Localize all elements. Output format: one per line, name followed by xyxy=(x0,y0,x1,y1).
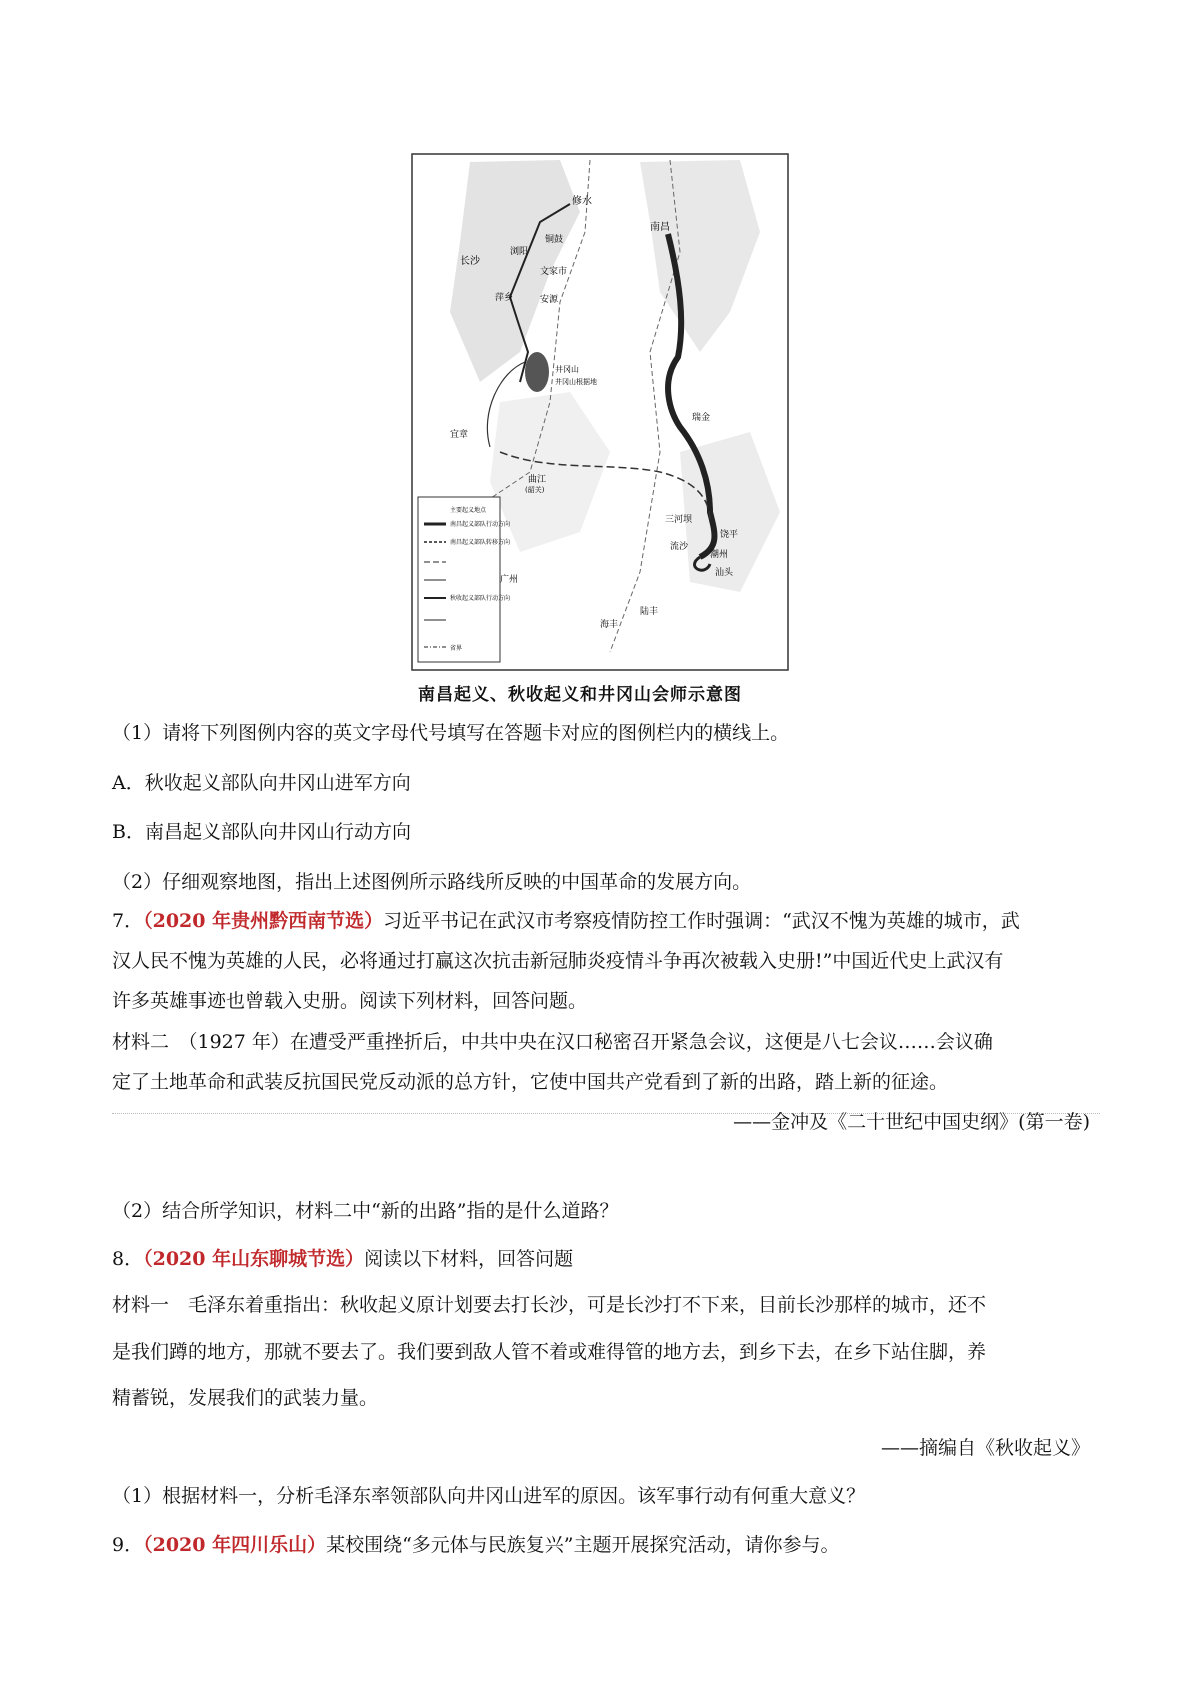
q9-text: 某校围绕“多元体与民族复兴”主题开展探究活动，请你参与。 xyxy=(326,1534,840,1556)
q6-option-b: B．南昌起义部队向井冈山行动方向 xyxy=(112,821,411,843)
map-label-base: 井冈山根据地 xyxy=(555,378,597,386)
map-label-tonggu: 铜鼓 xyxy=(545,235,564,245)
q8-material-line3: 精蓄锐，发展我们的武装力量。 xyxy=(112,1387,379,1409)
map-label-nanchang: 南昌 xyxy=(650,222,670,233)
revolution-route-map xyxy=(410,152,790,672)
q7-line3: 许多英雄事迹也曾载入史册。阅读下列材料，回答问题。 xyxy=(112,990,588,1012)
map-label-raoping: 饶平 xyxy=(720,530,739,540)
q6-option-a: A．秋收起义部队向井冈山进军方向 xyxy=(112,772,411,794)
map-label-liusha: 流沙 xyxy=(670,542,689,552)
q8-line1 xyxy=(112,1247,573,1271)
q6-part2: （2）仔细观察地图，指出上述图例所示路线所反映的中国革命的发展方向。 xyxy=(112,871,752,893)
map-label-jinggangshan: 井冈山 xyxy=(555,365,579,374)
map-label-changsha: 长沙 xyxy=(460,256,480,267)
q8-citation: ——摘编自《秋收起义》 xyxy=(880,1437,1090,1459)
map-label-guangzhou: 广州 xyxy=(500,575,519,585)
q9-number: 9． xyxy=(112,1534,144,1556)
q7-material-line2: 定了土地革命和武装反抗国民党反动派的总方针，它使中国共产党看到了新的出路，踏上新的征途。 xyxy=(112,1071,949,1093)
q8-intro: 阅读以下材料，回答问题 xyxy=(364,1248,574,1270)
q9-line1 xyxy=(112,1533,840,1557)
q7-citation: ——金冲及《二十世纪中国史纲》(第一卷) xyxy=(733,1111,1090,1133)
map-label-yizhang: 宜章 xyxy=(450,430,469,440)
map-label-wenjiashi: 文家市 xyxy=(540,267,568,277)
q8-number: 8． xyxy=(112,1248,144,1270)
map-label-ruijin: 瑞金 xyxy=(692,413,711,423)
q7-line1 xyxy=(112,909,1020,933)
q7-number: 7． xyxy=(112,910,144,932)
map-label-anyuan: 安源 xyxy=(540,295,559,305)
q6-part1: （1）请将下列图例内容的英文字母代号填写在答题卡对应的图例栏内的横线上。 xyxy=(112,722,790,744)
map-label-sanheba: 三河坝 xyxy=(665,515,693,525)
map-caption: 南昌起义、秋收起义和井冈山会师示意图 xyxy=(418,685,742,705)
q7-text1: 习近平书记在武汉市考察疫情防控工作时强调：“武汉不愧为英雄的城市，武 xyxy=(383,910,1020,932)
map-label-qujiang: 曲江 xyxy=(528,475,547,485)
q9-source: （2020 年四川乐山） xyxy=(143,1534,327,1556)
map-label-chaozhou: 潮州 xyxy=(710,550,729,560)
q7-material-line1: 材料二 （1927 年）在遭受严重挫折后，中共中央在汉口秘密召开紧急会议，这便是八七会议……会议确 xyxy=(112,1031,993,1053)
map-label-shaoguan: (韶关) xyxy=(525,486,545,494)
legend-item-6: 秋收起义部队行动方向 xyxy=(450,595,511,602)
q7-source: （2020 年贵州黔西南节选） xyxy=(143,910,384,932)
legend-item-2: 南昌起义部队行动方向 xyxy=(450,521,511,528)
map-label-xiushui: 修水 xyxy=(572,196,592,207)
map-label-shantou: 汕头 xyxy=(715,568,734,578)
q7-question: （2）结合所学知识，材料二中“新的出路”指的是什么道路？ xyxy=(112,1200,619,1222)
q7-line2: 汉人民不愧为英雄的人民，必将通过打赢这次抗击新冠肺炎疫情斗争再次被载入史册!”中国近代史上武汉有 xyxy=(112,950,1004,972)
legend-item-3: 南昌起义部队转移方向 xyxy=(450,539,511,546)
legend-item-1: 主要起义地点 xyxy=(450,507,487,514)
q8-question: （1）根据材料一，分析毛泽东率领部队向井冈山进军的原因。该军事行动有何重大意义？ xyxy=(112,1485,866,1507)
legend-item-8: 省界 xyxy=(450,645,463,652)
map-label-lufeng: 陆丰 xyxy=(640,607,659,617)
q8-source: （2020 年山东聊城节选） xyxy=(143,1248,365,1270)
map-label-pingxiang: 萍乡 xyxy=(495,293,514,303)
q8-material-line1: 材料一 毛泽东着重指出：秋收起义原计划要去打长沙，可是长沙打不下来，目前长沙那样的城市，还不 xyxy=(112,1294,987,1316)
map-label-liuyang: 浏阳 xyxy=(510,247,529,257)
map-label-haifeng: 海丰 xyxy=(600,620,619,630)
q8-material-line2: 是我们蹲的地方，那就不要去了。我们要到敌人管不着或难得管的地方去，到乡下去，在乡下站住脚，养 xyxy=(112,1341,987,1363)
